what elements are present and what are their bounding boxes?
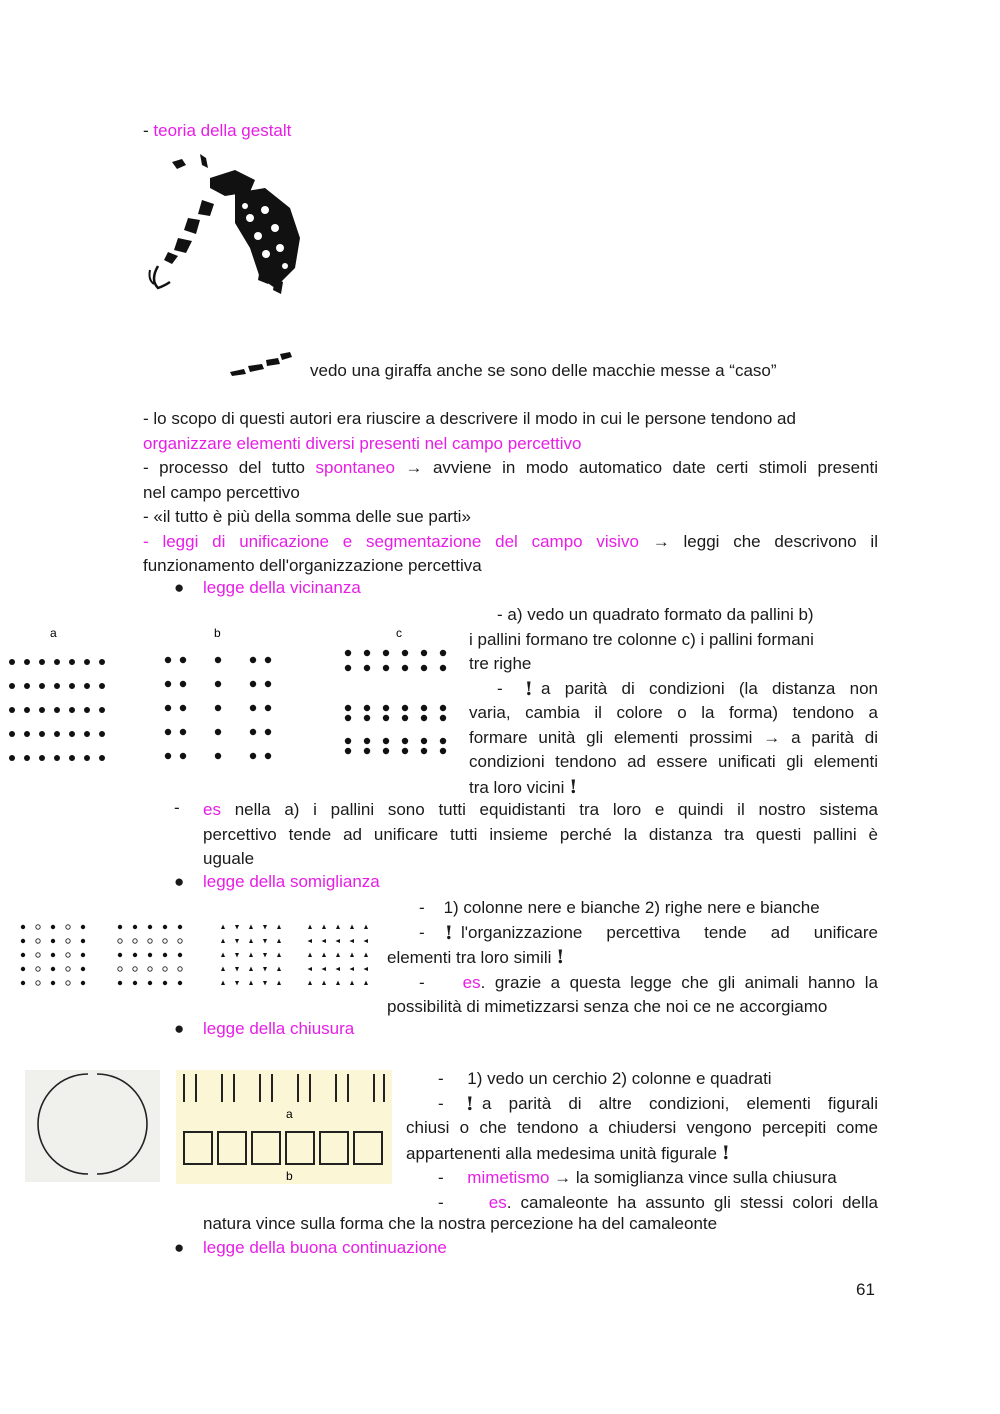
figure-dot xyxy=(66,925,70,929)
figure-dot xyxy=(24,707,30,713)
figure-dot xyxy=(148,939,152,943)
exclamation-icon: ! xyxy=(465,1092,475,1115)
leggi-highlight: - leggi di unificazione e segmentazione del campo visivo xyxy=(143,532,639,551)
note-line: - 1) colonne nere e bianche 2) righe nere e bianche xyxy=(419,898,820,917)
example-vicinanza: es nella a) i pallini sono tutti equidistanti tra loro e quindi il nostro sistema percettivo tende ad unificare tutti insieme perché la distanza tra questi pallini è uguale xyxy=(203,800,878,868)
paragraph-line: nel campo percettivo xyxy=(143,483,300,502)
figure-triangle xyxy=(322,967,327,971)
note-line: possibilità di mimetizzarsi senza che noi ce ne accorgiamo xyxy=(387,997,828,1016)
figure-dot xyxy=(345,665,351,671)
figure-dot xyxy=(84,659,90,665)
figure-triangle xyxy=(308,967,313,971)
figure-dot xyxy=(69,659,75,665)
figure-dot xyxy=(69,707,75,713)
figure-triangle xyxy=(364,939,369,943)
figure-dot xyxy=(163,939,167,943)
figure-dot xyxy=(133,967,137,971)
figure-triangle xyxy=(336,939,341,943)
figure-triangle xyxy=(249,953,253,958)
exclamation-icon: ! xyxy=(556,946,565,968)
figure-triangle xyxy=(221,953,225,958)
giraffe-caption: vedo una giraffa anche se sono delle macchie messe a “caso” xyxy=(310,361,777,380)
figure-dot xyxy=(39,659,45,665)
figure-dot xyxy=(148,981,152,985)
figure-triangle xyxy=(249,981,253,986)
note-line: elementi tra loro simili ! xyxy=(387,946,565,968)
figure-dot xyxy=(383,715,389,721)
figure-dot xyxy=(250,729,256,735)
note-line: natura vince sulla forma che la nostra percezione ha del camaleonte xyxy=(203,1214,718,1233)
figure-dot xyxy=(118,967,122,971)
figure-triangle xyxy=(249,939,253,944)
circle-closure-figure xyxy=(25,1070,160,1182)
figure-triangle xyxy=(235,953,239,958)
figure-dot xyxy=(265,729,271,735)
figure-dot xyxy=(165,753,171,759)
figure-dot xyxy=(51,939,55,943)
figure-dot xyxy=(440,738,446,744)
figure-dot xyxy=(54,659,60,665)
figure-dot xyxy=(133,925,137,929)
es-label: es xyxy=(203,800,221,819)
figure-dot xyxy=(99,755,105,761)
heading-dash: - xyxy=(143,121,154,140)
figure-dot xyxy=(402,715,408,721)
figure-triangle xyxy=(322,939,327,943)
note-line: - ! a parità di altre condizioni, elementi figurali xyxy=(438,1092,878,1115)
figure-dot xyxy=(36,939,40,943)
figure-dot xyxy=(364,665,370,671)
figure-triangle xyxy=(235,967,239,972)
figure-dot xyxy=(364,715,370,721)
figure-dot xyxy=(148,925,152,929)
figure-dot xyxy=(84,755,90,761)
figure-dot xyxy=(36,953,40,957)
figure-dot xyxy=(440,715,446,721)
figure-dot xyxy=(265,681,271,687)
figure-triangle xyxy=(277,939,281,944)
figure-triangle xyxy=(277,981,281,986)
list-dash: - xyxy=(174,798,180,817)
figure-triangle xyxy=(350,981,354,986)
exclamation-icon: ! xyxy=(524,677,534,700)
figure-dot xyxy=(402,705,408,711)
paragraph-line: - leggi di unificazione e segmentazione del campo visivo → leggi che descrivono il xyxy=(143,532,878,551)
figure-dot xyxy=(440,748,446,754)
figure-dot xyxy=(51,981,55,985)
figure-dot xyxy=(54,683,60,689)
figure-dot xyxy=(178,967,182,971)
figure-triangle xyxy=(277,967,281,972)
figure-dot xyxy=(39,707,45,713)
figure-dot xyxy=(69,755,75,761)
figure-triangle xyxy=(336,967,341,971)
quote-line: - «il tutto è più della somma delle sue parti» xyxy=(143,507,471,526)
figure-dot xyxy=(250,753,256,759)
figure-dot xyxy=(54,755,60,761)
figure-dot xyxy=(24,683,30,689)
figure-triangle xyxy=(235,981,239,986)
page-number: 61 xyxy=(856,1280,875,1299)
similarity-notes xyxy=(387,896,878,1020)
figure-dot xyxy=(250,657,256,663)
figure-dot xyxy=(81,939,85,943)
note-line: tre righe xyxy=(469,654,532,673)
law-title-chiusura: legge della chiusura xyxy=(203,1019,355,1038)
figure-triangle xyxy=(263,939,267,944)
heading-title: teoria della gestalt xyxy=(153,121,292,140)
figure-dot xyxy=(265,753,271,759)
figure-dot xyxy=(51,925,55,929)
figure-dot xyxy=(163,925,167,929)
figure-dot xyxy=(421,748,427,754)
figure-triangle xyxy=(364,953,368,958)
figure-triangle xyxy=(308,953,312,958)
figure-triangle xyxy=(235,939,239,944)
columns-squares-figure xyxy=(176,1070,392,1184)
figure-triangle xyxy=(249,967,253,972)
figure-dot xyxy=(165,657,171,663)
figure-dot xyxy=(180,705,186,711)
figure-triangle xyxy=(221,981,225,986)
figure-dot xyxy=(345,715,351,721)
figure-dot xyxy=(36,967,40,971)
figure-dot xyxy=(69,683,75,689)
figure-triangle xyxy=(221,967,225,972)
exclamation-icon: ! xyxy=(721,1141,730,1164)
figure-triangle xyxy=(277,925,281,930)
figure-dot xyxy=(118,953,122,957)
figure-dot xyxy=(84,683,90,689)
figure-triangle xyxy=(263,967,267,972)
figure-dot xyxy=(165,681,171,687)
figure-dot xyxy=(81,953,85,957)
figure-dot xyxy=(99,659,105,665)
figure-dot xyxy=(163,967,167,971)
figure-dot xyxy=(440,650,446,656)
figure-dot xyxy=(421,705,427,711)
figure-dot xyxy=(383,705,389,711)
proximity-notes xyxy=(469,603,878,800)
note-line: condizioni tendono ad essere unificati gli elementi xyxy=(469,752,878,771)
figure-dot xyxy=(39,755,45,761)
figure-dot xyxy=(9,659,15,665)
figure-dot xyxy=(215,729,221,735)
figure-dot xyxy=(364,650,370,656)
note-line: chiusi o che tendono a chiudersi vengono percepiti come xyxy=(406,1118,878,1137)
figure-dot xyxy=(383,748,389,754)
figure-triangle xyxy=(277,953,281,958)
figure-dot xyxy=(9,683,15,689)
figure-dot xyxy=(81,981,85,985)
fig-label-b: b xyxy=(286,1169,293,1183)
es-label: es xyxy=(488,1192,507,1212)
note-line: varia, cambia il colore o la forma) tendono a xyxy=(469,703,878,722)
figure-dot xyxy=(421,650,427,656)
figure-dot xyxy=(148,953,152,957)
note-line: tra loro vicini ! xyxy=(469,775,578,798)
figure-dot xyxy=(364,705,370,711)
figure-dot xyxy=(402,665,408,671)
figure-dot xyxy=(421,715,427,721)
figure-dot xyxy=(383,650,389,656)
figure-dot xyxy=(99,707,105,713)
figure-dot xyxy=(24,731,30,737)
figure-dot xyxy=(421,665,427,671)
note-line: i pallini formano tre colonne c) i pallini formani xyxy=(469,629,814,649)
figure-triangle xyxy=(322,925,326,930)
figure-dot xyxy=(133,939,137,943)
figure-dot xyxy=(133,953,137,957)
figure-triangle xyxy=(336,981,340,986)
note-line: - 1) vedo un cerchio 2) colonne e quadrati xyxy=(438,1069,772,1088)
figure-triangle xyxy=(322,953,326,958)
figure-dot xyxy=(178,953,182,957)
figure-dot xyxy=(9,731,15,737)
figure-dot xyxy=(215,753,221,759)
figure-dot xyxy=(21,925,25,929)
figure-dot xyxy=(215,681,221,687)
figure-triangle xyxy=(263,925,267,930)
figure-dot xyxy=(402,650,408,656)
figure-dot xyxy=(118,925,122,929)
mimetismo-label: mimetismo xyxy=(467,1168,550,1187)
figure-dot xyxy=(364,748,370,754)
figure-triangle xyxy=(336,925,340,930)
figure-dot xyxy=(66,939,70,943)
figure-dot xyxy=(215,657,221,663)
figure-dot xyxy=(402,738,408,744)
figure-dot xyxy=(178,939,182,943)
figure-triangle xyxy=(263,981,267,986)
law-title-continuazione: legge della buona continuazione xyxy=(203,1238,447,1257)
figure-dot xyxy=(9,707,15,713)
proximity-figure xyxy=(0,620,465,770)
figure-dot xyxy=(345,705,351,711)
figure-triangle xyxy=(221,925,225,930)
exclamation-icon: ! xyxy=(569,775,578,798)
figure-triangle xyxy=(221,939,225,944)
figure-triangle xyxy=(364,967,369,971)
figure-dot xyxy=(21,939,25,943)
figure-dot xyxy=(180,729,186,735)
figure-dot xyxy=(66,953,70,957)
closure-notes xyxy=(406,1067,878,1215)
note-line: - a) vedo un quadrato formato da pallini b) xyxy=(497,605,814,624)
figure-triangle xyxy=(249,925,253,930)
bullet: ● xyxy=(174,872,185,891)
figure-dot xyxy=(21,981,25,985)
note-line: - es. camaleonte ha assunto gli stessi colori della xyxy=(438,1192,878,1212)
figure-dot xyxy=(84,707,90,713)
figure-dot xyxy=(133,981,137,985)
figure-triangle xyxy=(308,939,313,943)
bullet: ● xyxy=(174,578,185,597)
spontaneo-highlight: spontaneo xyxy=(315,458,395,477)
figure-dot xyxy=(66,967,70,971)
exclamation-icon: ! xyxy=(444,921,454,944)
figure-dot xyxy=(51,967,55,971)
law-title-somiglianza: legge della somiglianza xyxy=(203,872,380,891)
fig-label-b: b xyxy=(214,626,221,640)
figure-dot xyxy=(51,953,55,957)
figure-dot xyxy=(440,665,446,671)
es-label: es xyxy=(462,972,481,992)
figure-dot xyxy=(364,738,370,744)
figure-triangle xyxy=(308,925,312,930)
figure-dot xyxy=(402,748,408,754)
figure-dot xyxy=(180,753,186,759)
fig-label-c: c xyxy=(396,626,402,640)
figure-dot xyxy=(36,981,40,985)
fig-label-a: a xyxy=(50,626,57,640)
figure-dot xyxy=(81,925,85,929)
note-line: formare unità gli elementi prossimi → a parità di xyxy=(469,727,878,747)
figure-dot xyxy=(250,681,256,687)
note-line: appartenenti alla medesima unità figurale ! xyxy=(406,1141,730,1164)
section-heading xyxy=(143,121,291,141)
figure-dot xyxy=(383,738,389,744)
figure-dot xyxy=(39,731,45,737)
figure-triangle xyxy=(364,925,368,930)
note-line: - ! l'organizzazione percettiva tende ad unificare xyxy=(419,921,878,944)
figure-dot xyxy=(24,659,30,665)
figure-triangle xyxy=(350,967,355,971)
figure-triangle xyxy=(350,953,354,958)
figure-dot xyxy=(118,981,122,985)
figure-dot xyxy=(69,731,75,737)
paragraph-line: funzionamento dell'organizzazione percettiva xyxy=(143,556,482,575)
figure-dot xyxy=(9,755,15,761)
similarity-figure xyxy=(15,915,380,995)
figure-triangle xyxy=(263,953,267,958)
figure-dot xyxy=(215,705,221,711)
note-line: - mimetismo → la somiglianza vince sulla chiusura xyxy=(438,1168,837,1187)
paragraph-line: - lo scopo di questi autori era riuscire a descrivere il modo in cui le persone tendono ad xyxy=(143,409,796,428)
giraffe-illustration xyxy=(140,148,315,303)
figure-dot xyxy=(440,705,446,711)
spots-icon xyxy=(228,350,294,380)
figure-dot xyxy=(163,981,167,985)
figure-dot xyxy=(165,729,171,735)
figure-dot xyxy=(21,967,25,971)
note-line: - es. grazie a questa legge che gli animali hanno la xyxy=(419,972,878,992)
figure-dot xyxy=(81,967,85,971)
paragraph-line: - processo del tutto spontaneo → avviene in modo automatico date certi stimoli presenti xyxy=(143,458,878,477)
figure-dot xyxy=(250,705,256,711)
figure-dot xyxy=(421,738,427,744)
figure-dot xyxy=(165,705,171,711)
figure-dot xyxy=(99,683,105,689)
figure-dot xyxy=(178,925,182,929)
figure-dot xyxy=(118,939,122,943)
figure-triangle xyxy=(364,981,368,986)
bullet: ● xyxy=(174,1019,185,1038)
figure-triangle xyxy=(308,981,312,986)
figure-triangle xyxy=(350,925,354,930)
figure-dot xyxy=(21,953,25,957)
figure-dot xyxy=(345,748,351,754)
figure-triangle xyxy=(322,981,326,986)
figure-dot xyxy=(383,665,389,671)
figure-dot xyxy=(24,755,30,761)
figure-triangle xyxy=(235,925,239,930)
fig-label-a: a xyxy=(286,1107,293,1121)
figure-dot xyxy=(180,681,186,687)
figure-dot xyxy=(66,981,70,985)
figure-dot xyxy=(180,657,186,663)
figure-dot xyxy=(39,683,45,689)
figure-dot xyxy=(163,953,167,957)
figure-triangle xyxy=(350,939,355,943)
figure-triangle xyxy=(336,953,340,958)
note-line: - ! a parità di condizioni (la distanza non xyxy=(497,677,878,700)
figure-dot xyxy=(36,925,40,929)
paragraph-highlight: organizzare elementi diversi presenti nel campo percettivo xyxy=(143,434,582,453)
figure-dot xyxy=(54,707,60,713)
figure-dot xyxy=(345,738,351,744)
law-title-vicinanza: legge della vicinanza xyxy=(203,578,361,597)
figure-dot xyxy=(178,981,182,985)
figure-dot xyxy=(345,650,351,656)
bullet: ● xyxy=(174,1238,185,1257)
figure-dot xyxy=(99,731,105,737)
figure-dot xyxy=(148,967,152,971)
figure-dot xyxy=(84,731,90,737)
figure-dot xyxy=(54,731,60,737)
figure-dot xyxy=(265,705,271,711)
figure-dot xyxy=(265,657,271,663)
